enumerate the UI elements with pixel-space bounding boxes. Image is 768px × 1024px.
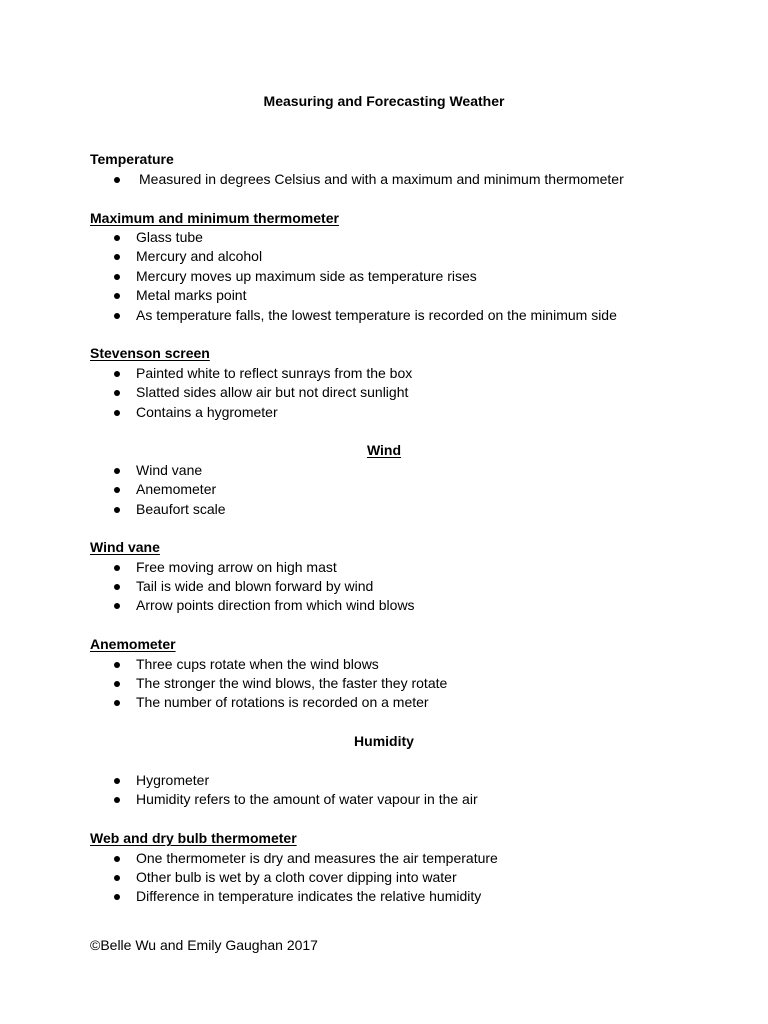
list-item-text: Measured in degrees Celsius and with a maximum and minimum thermometer (139, 170, 624, 187)
section-anemometer (0, 635, 768, 713)
list-item (0, 887, 768, 906)
bullet-icon (114, 894, 120, 900)
section-heading: Wind vane (90, 539, 160, 556)
list-item-text: Anemometer (136, 481, 217, 498)
list-item (0, 364, 768, 383)
list-item (0, 480, 768, 499)
bullet-icon (114, 856, 120, 862)
list-item-text: Metal marks point (136, 287, 247, 304)
list-item-text: Painted white to reflect sunrays from the box (136, 364, 413, 381)
bullet-list (0, 655, 768, 713)
list-item (0, 771, 768, 790)
list-item (0, 461, 768, 480)
list-item (0, 558, 768, 577)
list-item (0, 500, 768, 519)
list-item-text: As temperature falls, the lowest temperature is recorded on the minimum side (136, 306, 617, 323)
bullet-list (0, 558, 768, 616)
bullet-icon (114, 293, 120, 299)
list-item (0, 228, 768, 247)
section-max-min-thermometer (0, 209, 768, 325)
bullet-icon (114, 603, 120, 609)
bullet-icon (114, 235, 120, 241)
list-item (0, 403, 768, 422)
list-item (0, 306, 768, 325)
bullet-icon (114, 274, 120, 280)
copyright-footer: ©Belle Wu and Emily Gaughan 2017 (90, 936, 318, 953)
list-item-text: Free moving arrow on high mast (136, 558, 337, 575)
list-item-text: Glass tube (136, 229, 203, 246)
bullet-icon (114, 468, 120, 474)
bullet-icon (114, 254, 120, 260)
list-item-text: Contains a hygrometer (136, 403, 278, 420)
list-item (0, 790, 768, 809)
section-temperature (0, 150, 768, 189)
bullet-icon (114, 390, 120, 396)
bullet-list (0, 170, 768, 189)
bullet-icon (114, 177, 120, 183)
list-item (0, 286, 768, 305)
section-wind-vane (0, 538, 768, 616)
list-item (0, 577, 768, 596)
list-item-text: The stronger the wind blows, the faster they rotate (136, 675, 448, 692)
list-item-text: Wind vane (136, 461, 203, 478)
list-item (0, 170, 768, 189)
bullet-icon (114, 778, 120, 784)
list-item-text: One thermometer is dry and measures the air temperature (136, 849, 498, 866)
list-item-text: Arrow points direction from which wind blows (136, 597, 415, 614)
section-stevenson-screen (0, 344, 768, 422)
section-wet-dry-bulb-thermometer (0, 829, 768, 907)
bullet-icon (114, 507, 120, 513)
section-heading: Stevenson screen (90, 345, 210, 362)
list-item-text: The number of rotations is recorded on a meter (136, 694, 429, 711)
bullet-icon (114, 313, 120, 319)
list-item (0, 849, 768, 868)
list-item (0, 267, 768, 286)
bullet-icon (114, 584, 120, 590)
document-title: Measuring and Forecasting Weather (263, 93, 505, 110)
list-item-text: Hygrometer (136, 771, 210, 788)
section-humidity (0, 732, 768, 810)
list-item-text: Humidity refers to the amount of water vapour in the air (136, 791, 478, 808)
section-heading: Humidity (354, 733, 414, 750)
list-item-text: Mercury and alcohol (136, 248, 263, 265)
bullet-list (0, 364, 768, 422)
section-heading: Maximum and minimum thermometer (90, 209, 339, 226)
section-wind (0, 441, 768, 519)
section-heading: Anemometer (90, 636, 176, 653)
document-body (0, 92, 768, 955)
list-item (0, 655, 768, 674)
list-item-text: Slatted sides allow air but not direct sunlight (136, 384, 409, 401)
list-item (0, 596, 768, 615)
bullet-icon (114, 700, 120, 706)
bullet-icon (114, 681, 120, 687)
bullet-icon (114, 371, 120, 377)
list-item-text: Mercury moves up maximum side as temperature rises (136, 267, 477, 284)
list-item-text: Three cups rotate when the wind blows (136, 655, 379, 672)
list-item-text: Beaufort scale (136, 500, 226, 517)
bullet-icon (114, 797, 120, 803)
bullet-icon (114, 565, 120, 571)
section-heading: Temperature (90, 151, 174, 168)
list-item (0, 868, 768, 887)
bullet-icon (114, 487, 120, 493)
list-item (0, 247, 768, 266)
list-item-text: Difference in temperature indicates the relative humidity (136, 888, 482, 905)
list-item (0, 674, 768, 693)
list-item-text: Other bulb is wet by a cloth cover dipping into water (136, 868, 457, 885)
list-item (0, 383, 768, 402)
bullet-icon (114, 410, 120, 416)
bullet-icon (114, 875, 120, 881)
bullet-list (0, 771, 768, 810)
bullet-list (0, 461, 768, 519)
section-heading: Web and dry bulb thermometer (90, 830, 297, 847)
section-heading: Wind (366, 442, 402, 459)
bullet-icon (114, 662, 120, 668)
bullet-list (0, 849, 768, 907)
list-item-text: Tail is wide and blown forward by wind (136, 578, 374, 595)
list-item (0, 693, 768, 712)
bullet-list (0, 228, 768, 325)
